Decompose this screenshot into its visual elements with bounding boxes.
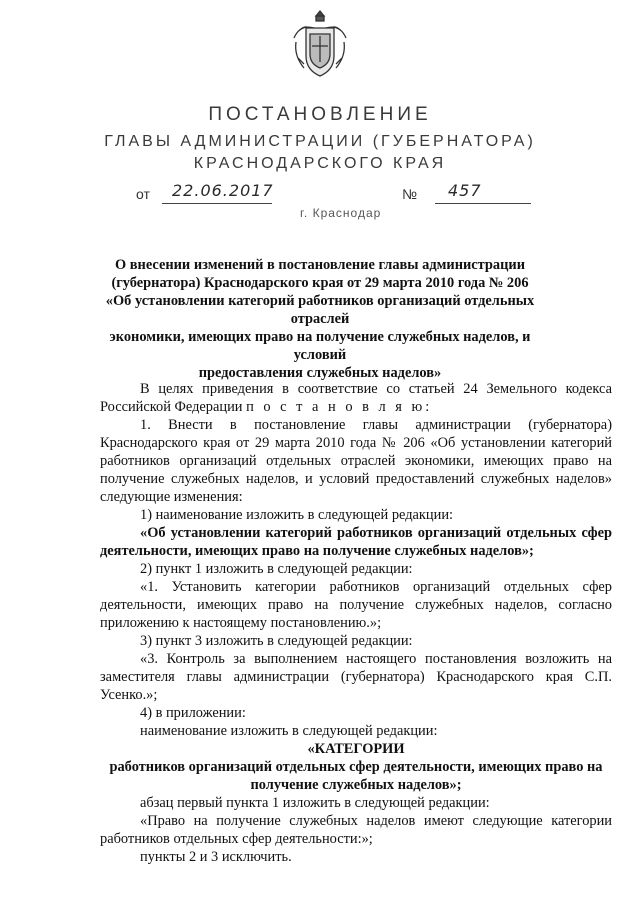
item-1: 1) наименование изложить в следующей редакции:: [140, 507, 454, 523]
quoted-clause-1: «1. Установить категории работников организаций отдельных сфер деятельности, имеющих право на получение служебных наделов, согласно приложению к настоящему постановлению.»;: [100, 579, 612, 631]
categories-title: «КАТЕГОРИИ: [307, 741, 405, 757]
document-title: [90, 256, 550, 382]
item-3: 3) пункт 3 изложить в следующей редакции:: [140, 633, 413, 649]
quoted-new-title: «Об установлении категорий работников организаций отдельных сфер деятельности, имеющих право на получение служебных наделов»;: [100, 525, 612, 559]
intro-text: В целях приведения в соответствие со статьей 24 Земельного кодекса Российской Федерации: [100, 381, 612, 415]
quoted-clause-3: «3. Контроль за выполнением настоящего постановления возложить на заместителя главы администрации (губернатора) Краснодарского края С.П. Усенко.»;: [100, 651, 612, 703]
resolve-word: п о с т а н о в л я ю:: [246, 399, 433, 415]
date-value: 22.06.2017: [172, 181, 274, 200]
number-value: 457: [448, 181, 482, 200]
intro-paragraph: [100, 380, 612, 416]
coat-of-arms-emblem: [290, 8, 350, 80]
clause-1: 1. Внести в постановление главы администрации (губернатора) Краснодарского края от 29 марта 2010 года № 206 «Об установлении категорий работников организаций отдельных отраслей экономики, имеющих право на получение служебных наделов, и условий предоставлений служебных наделов» следующие изменения:: [100, 417, 612, 505]
city-label: г. Краснодар: [300, 206, 382, 220]
item-4-c: пункты 2 и 3 исключить.: [140, 849, 292, 865]
region-heading: КРАСНОДАРСКОГО КРАЯ: [193, 155, 447, 172]
title-line: (губернатора) Краснодарского края от 29 марта 2010 года № 206: [111, 275, 529, 291]
item-4-a: наименование изложить в следующей редакции:: [140, 723, 438, 739]
number-underline: [435, 203, 531, 204]
title-line: «Об установлении категорий работников организаций отдельных отраслей: [105, 293, 535, 327]
document-type-heading: ПОСТАНОВЛЕНИЕ: [208, 104, 432, 125]
categories-subtitle: работников организаций отдельных сфер деятельности, имеющих право на получение служебных наделов»;: [109, 759, 603, 793]
date-underline: [162, 203, 272, 204]
item-4-b: абзац первый пункта 1 изложить в следующей редакции:: [140, 795, 490, 811]
title-line: О внесении изменений в постановление главы администрации: [114, 257, 525, 273]
item-4: 4) в приложении:: [140, 705, 246, 721]
document-body: [100, 380, 612, 866]
date-label: от: [136, 186, 150, 202]
quoted-paragraph-1: «Право на получение служебных наделов имеют следующие категории работников отдельных сфер деятельности:»;: [100, 813, 612, 847]
number-label: №: [402, 186, 418, 202]
item-2: 2) пункт 1 изложить в следующей редакции:: [140, 561, 413, 577]
title-line: предоставления служебных наделов»: [198, 365, 442, 381]
title-line: экономики, имеющих право на получение служебных наделов, и условий: [109, 329, 531, 363]
issuer-heading: ГЛАВЫ АДМИНИСТРАЦИИ (ГУБЕРНАТОРА): [104, 133, 536, 150]
